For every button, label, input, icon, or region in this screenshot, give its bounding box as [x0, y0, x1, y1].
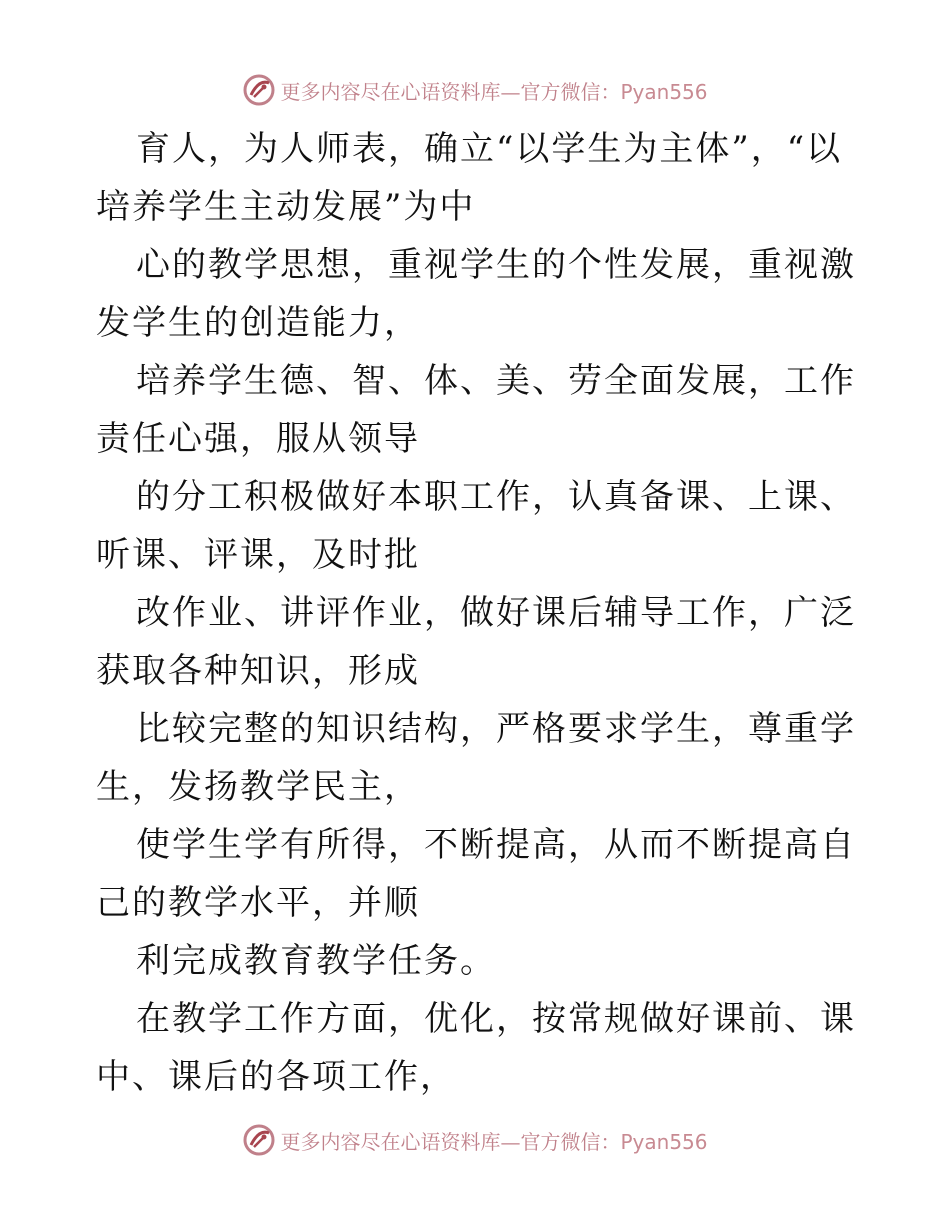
paragraph: 利完成教育教学任务。: [136, 941, 496, 981]
footer-watermark: [0, 1120, 950, 1160]
paragraph: 育人，为人师表，确立“以学生为主体”，“以培养学生主动发展”为中: [96, 129, 843, 227]
document-body: [96, 120, 856, 1106]
paragraph: 心的教学思想，重视学生的个性发展，重视激发学生的创造能力，: [96, 245, 856, 343]
paragraph: 使学生学有所得，不断提高，从而不断提高自己的教学水平，并顺: [96, 825, 856, 923]
logo-icon: [242, 73, 276, 107]
watermark-text: 更多内容尽在心语资料库—官方微信：Pyan556: [280, 79, 708, 104]
watermark-text: 更多内容尽在心语资料库—官方微信：Pyan556: [280, 1129, 708, 1154]
header-watermark: [0, 70, 950, 110]
paragraph: 改作业、讲评作业，做好课后辅导工作，广泛获取各种知识，形成: [96, 593, 856, 691]
paragraph: 比较完整的知识结构，严格要求学生，尊重学生，发扬教学民主，: [96, 709, 856, 807]
paragraph: 在教学工作方面，优化，按常规做好课前、课中、课后的各项工作，: [96, 999, 856, 1097]
paragraph: 培养学生德、智、体、美、劳全面发展，工作责任心强，服从领导: [96, 361, 856, 459]
logo-icon: [242, 1123, 276, 1157]
paragraph: 的分工积极做好本职工作，认真备课、上课、听课、评课，及时批: [96, 477, 856, 575]
